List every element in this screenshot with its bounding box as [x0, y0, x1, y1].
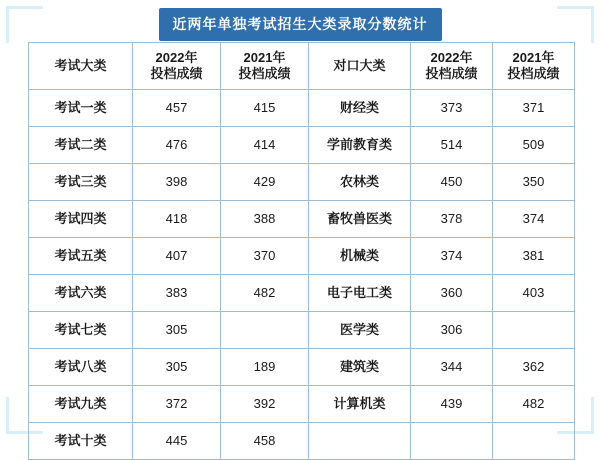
- header-2022-score-right-line2: 投档成绩: [425, 66, 478, 81]
- cell-2022-score-right: 360: [411, 275, 493, 312]
- cell-2022-score-right: 306: [411, 312, 493, 349]
- header-exam-category-line1: 考试大类: [54, 57, 107, 73]
- cell-2021-score-left: 482: [221, 275, 309, 312]
- table-row: [29, 349, 575, 386]
- cell-2021-score-left: 370: [221, 238, 309, 275]
- cell-2022-score-right: 378: [411, 201, 493, 238]
- cell-2022-score-left: 383: [133, 275, 221, 312]
- header-2022-score-right-line1: 2022年: [430, 49, 473, 65]
- cell-2022-score-right: 450: [411, 164, 493, 201]
- header-2021-score-left-line2: 投档成绩: [238, 66, 291, 81]
- header-2022-score-right: [411, 43, 493, 90]
- cell-2021-score-right: 374: [493, 201, 575, 238]
- header-2021-score-right: [493, 43, 575, 90]
- cell-2021-score-left: 415: [221, 90, 309, 127]
- cell-2022-score-left: 476: [133, 127, 221, 164]
- cell-2022-score-left: 305: [133, 349, 221, 386]
- cell-2022-score-left: 407: [133, 238, 221, 275]
- cell-exam-category: 考试七类: [29, 312, 133, 349]
- cell-paired-category: 学前教育类: [309, 127, 411, 164]
- table-row: [29, 386, 575, 423]
- score-table: [28, 42, 575, 460]
- header-2021-score-right-line1: 2021年: [512, 49, 555, 65]
- title-banner: [0, 8, 600, 41]
- cell-2022-score-left: 457: [133, 90, 221, 127]
- score-table-container: [28, 42, 574, 460]
- cell-2022-score-right: 439: [411, 386, 493, 423]
- cell-2022-score-right: [411, 423, 493, 460]
- header-2022-score-left: [133, 43, 221, 90]
- cell-2022-score-left: 372: [133, 386, 221, 423]
- header-paired-category: [309, 43, 411, 90]
- cell-exam-category: 考试四类: [29, 201, 133, 238]
- cell-2021-score-right: 509: [493, 127, 575, 164]
- cell-exam-category: 考试八类: [29, 349, 133, 386]
- cell-exam-category: 考试六类: [29, 275, 133, 312]
- cell-paired-category: 农林类: [309, 164, 411, 201]
- cell-2021-score-left: 388: [221, 201, 309, 238]
- page-title: 近两年单独考试招生大类录取分数统计: [159, 8, 442, 41]
- table-header-row: [29, 43, 575, 90]
- header-paired-category-line1: 对口大类: [333, 57, 386, 73]
- cell-2022-score-left: 418: [133, 201, 221, 238]
- table-row: [29, 275, 575, 312]
- cell-2022-score-right: 514: [411, 127, 493, 164]
- cell-2022-score-right: 373: [411, 90, 493, 127]
- table-row: [29, 312, 575, 349]
- table-row: [29, 201, 575, 238]
- cell-2021-score-left: 458: [221, 423, 309, 460]
- cell-2022-score-right: 344: [411, 349, 493, 386]
- cell-exam-category: 考试一类: [29, 90, 133, 127]
- cell-2021-score-left: 189: [221, 349, 309, 386]
- cell-paired-category: 畜牧兽医类: [309, 201, 411, 238]
- table-row: [29, 127, 575, 164]
- cell-2021-score-right: [493, 312, 575, 349]
- cell-2021-score-right: 371: [493, 90, 575, 127]
- cell-paired-category: 机械类: [309, 238, 411, 275]
- cell-paired-category: 医学类: [309, 312, 411, 349]
- cell-2021-score-left: 392: [221, 386, 309, 423]
- header-exam-category: [29, 43, 133, 90]
- cell-exam-category: 考试九类: [29, 386, 133, 423]
- cell-2021-score-right: [493, 423, 575, 460]
- table-row: [29, 238, 575, 275]
- cell-paired-category: 建筑类: [309, 349, 411, 386]
- cell-paired-category: [309, 423, 411, 460]
- table-row: [29, 423, 575, 460]
- cell-2022-score-left: 398: [133, 164, 221, 201]
- cell-2022-score-right: 374: [411, 238, 493, 275]
- header-2021-score-right-line2: 投档成绩: [507, 66, 560, 81]
- header-2021-score-left: [221, 43, 309, 90]
- header-2022-score-left-line1: 2022年: [155, 49, 198, 65]
- cell-2021-score-left: 414: [221, 127, 309, 164]
- cell-2021-score-right: 482: [493, 386, 575, 423]
- cell-2022-score-left: 305: [133, 312, 221, 349]
- cell-2021-score-left: [221, 312, 309, 349]
- cell-paired-category: 电子电工类: [309, 275, 411, 312]
- cell-2021-score-right: 403: [493, 275, 575, 312]
- table-row: [29, 164, 575, 201]
- header-2022-score-left-line2: 投档成绩: [150, 66, 203, 81]
- header-2021-score-left-line1: 2021年: [243, 49, 286, 65]
- cell-exam-category: 考试五类: [29, 238, 133, 275]
- cell-2021-score-left: 429: [221, 164, 309, 201]
- cell-exam-category: 考试三类: [29, 164, 133, 201]
- cell-2021-score-right: 350: [493, 164, 575, 201]
- cell-2021-score-right: 381: [493, 238, 575, 275]
- cell-exam-category: 考试二类: [29, 127, 133, 164]
- cell-exam-category: 考试十类: [29, 423, 133, 460]
- cell-paired-category: 财经类: [309, 90, 411, 127]
- cell-2022-score-left: 445: [133, 423, 221, 460]
- cell-2021-score-right: 362: [493, 349, 575, 386]
- table-row: [29, 90, 575, 127]
- cell-paired-category: 计算机类: [309, 386, 411, 423]
